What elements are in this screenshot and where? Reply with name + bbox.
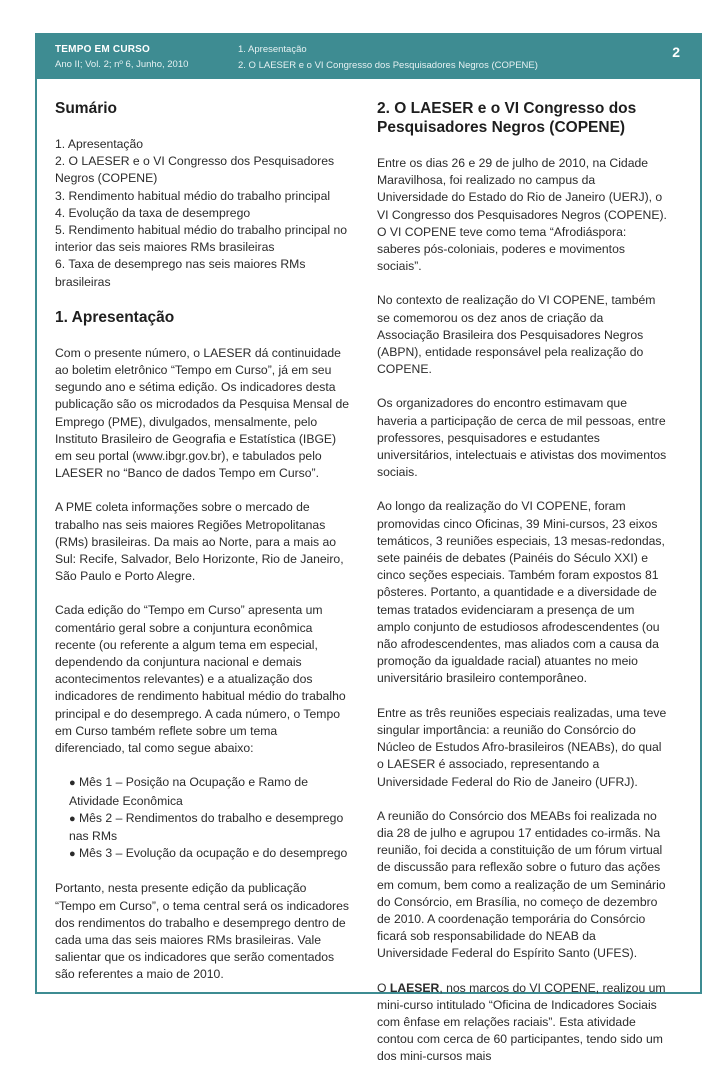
laeser-bold: LAESER [389, 980, 440, 995]
toc-item: 6. Taxa de desemprego nas seis maiores RMs brasileiras [55, 257, 306, 289]
header-section-1: 1. Apresentação [238, 44, 307, 55]
list-item-text: Mês 3 – Evolução da ocupação e do desemprego [79, 846, 348, 861]
summary-heading: Sumário [55, 100, 118, 117]
paragraph: Os organizadores do encontro estimavam que haveria a participação de cerca de mil pessoas, entre professores, pesquisadores e estudantes universitários, intelectuais e ativistas dos movimentos sociais. [377, 396, 667, 480]
list-item [69, 810, 350, 845]
paragraph: Entre os dias 26 e 29 de julho de 2010, na Cidade Maravilhosa, foi realizado no campus da Universidade do Estado do Rio de Janeiro (UERJ), o VI Congresso dos Pesquisadores Negros (COPENE). O VI COPENE teve como tema “Afrodiáspora: saberes pós-coloniais, poderes e movimentos sociais”. [377, 156, 667, 274]
paragraph: Portanto, nesta presente edição da publicação “Tempo em Curso”, o tema central será os indicadores dos rendimentos do trabalho e desemprego dentro de cada uma das seis maiores RMs brasileiras. Vale salientar que os indicadores que serão comentados são referentes a maio de 2010. [55, 881, 349, 982]
paragraph: Com o presente número, o LAESER dá continuidade ao boletim eletrônico “Tempo em Curso”, já em seu segundo ano e sétima edição. Os indicadores desta publicação são os microdados da Pesquisa Mensal de Emprego (PME), divulgados, mensalmente, pelo Instituto Brasileiro de Geografia e Estatística (IBGE) em seu portal (www.ibgr.gov.br), e tabulados pelo LAESER no “Banco de dados Tempo em Curso”. [55, 345, 350, 481]
paragraph: Entre as três reuniões especiais realizadas, uma teve singular importância: a reunião do Consórcio do Núcleo de Estudos Afro-brasileiros (NEABs), do qual o LAESER é associado, representando a Universidade Federal do Rio de Janeiro (UFRJ). [377, 705, 667, 789]
toc-item: 2. O LAESER e o VI Congresso dos Pesquisadores Negros (COPENE) [55, 154, 335, 186]
paragraph: No contexto de realização do VI COPENE, também se comemorou os dez anos de criação da Associação Brasileira dos Pesquisadores Negros (ABPN), entidade responsável pela realização do COPENE. [377, 293, 656, 377]
last-rest: , nos marcos do VI COPENE, realizou um mini-curso intitulado “Oficina de Indicadores Sociais com ênfase em relações raciais”. Esta atividade contou com cerca de 60 participantes, tendo sido um dos mini-cursos mais [377, 980, 666, 1064]
header-section-2: 2. O LAESER e o VI Congresso dos Pesquisadores Negros (COPENE) [238, 60, 538, 71]
paragraph: A PME coleta informações sobre o mercado de trabalho nas seis maiores Regiões Metropolitanas (RMs) brasileiras. Da mais ao Norte, para a mais ao Sul: Recife, Salvador, Belo Horizonte, Rio de Janeiro, São Paulo e Porto Alegre. [55, 500, 344, 584]
paragraph: Ao longo da realização do VI COPENE, foram promovidas cinco Oficinas, 39 Mini-cursos, 23 eixos temáticos, 3 reuniões especiais, 13 mesas-redondas, sete painéis de debates (Painéis do Século XXI) e cinco seções especiais. Também foram expostos 81 pôsteres. Portanto, a quantidade e a diversidade de temas tratados evidenciaram a presença de um amplo conjunto de estudiosos afrodescendentes (ou não afrodescendentes, mas aliados com a causa da promoção da igualdade racial) atuantes no meio universitário brasileiro contemporâneo. [377, 499, 665, 686]
section-1-heading: 1. Apresentação [55, 308, 175, 326]
bullet-icon: ● [69, 777, 76, 790]
toc-item: 1. Apresentação [55, 137, 144, 151]
page-frame [35, 33, 702, 1064]
topic-list [55, 774, 350, 863]
list-item-text: Mês 1 – Posição na Ocupação e Ramo de Atividade Econômica [69, 775, 308, 808]
publication-issue: Ano II; Vol. 2; nº 6, Junho, 2010 [55, 59, 189, 70]
publication-title: TEMPO EM CURSO [55, 44, 151, 55]
list-item [69, 845, 350, 863]
toc-item: 5. Rendimento habitual médio do trabalho principal no interior das seis maiores RMs brasileiras [55, 223, 348, 255]
section-2-heading: 2. O LAESER e o VI Congresso dos Pesquisadores Negros (COPENE) [377, 100, 637, 136]
page-number: 2 [672, 44, 680, 60]
table-of-contents [55, 136, 350, 291]
right-column [377, 99, 667, 1083]
list-item-text: Mês 2 – Rendimentos do trabalho e desemprego nas RMs [69, 810, 344, 843]
bullet-icon: ● [69, 812, 76, 825]
paragraph: Cada edição do “Tempo em Curso” apresenta um comentário geral sobre a conjuntura econômica recente (ou referente a algum tema em especial, dependendo da conjuntura nacional e demais acontecimentos relevantes) e a atualização dos indicadores de rendimento habitual médio do trabalho principal e do desemprego. A cada número, o Tempo em Curso também reflete sobre um tema diferenciado, tal como segue abaixo: [55, 603, 346, 756]
toc-item: 3. Rendimento habitual médio do trabalho principal [55, 188, 331, 203]
paragraph-last [377, 980, 667, 1066]
page-header [37, 35, 700, 79]
paragraph: A reunião do Consórcio dos MEABs foi realizada no dia 28 de julho e agrupou 17 entidades co-irmãs. Na reunião, foi decida a constituição de um fórum virtual de discussão para reflexão sobre o futuro das ações em comum, bem como a realização de um Seminário do Consórcio, em Brasília, no começo de dezembro de 2010. A coordenação temporária do Consórcio ficará sob responsabilidade do NEAB da Universidade Federal do Espírito Santo (UFES). [377, 808, 666, 961]
toc-item: 4. Evolução da taxa de desemprego [55, 205, 251, 220]
bullet-icon: ● [69, 848, 76, 861]
list-item [69, 774, 350, 809]
left-column [55, 99, 350, 1001]
last-prefix: O [377, 980, 390, 995]
